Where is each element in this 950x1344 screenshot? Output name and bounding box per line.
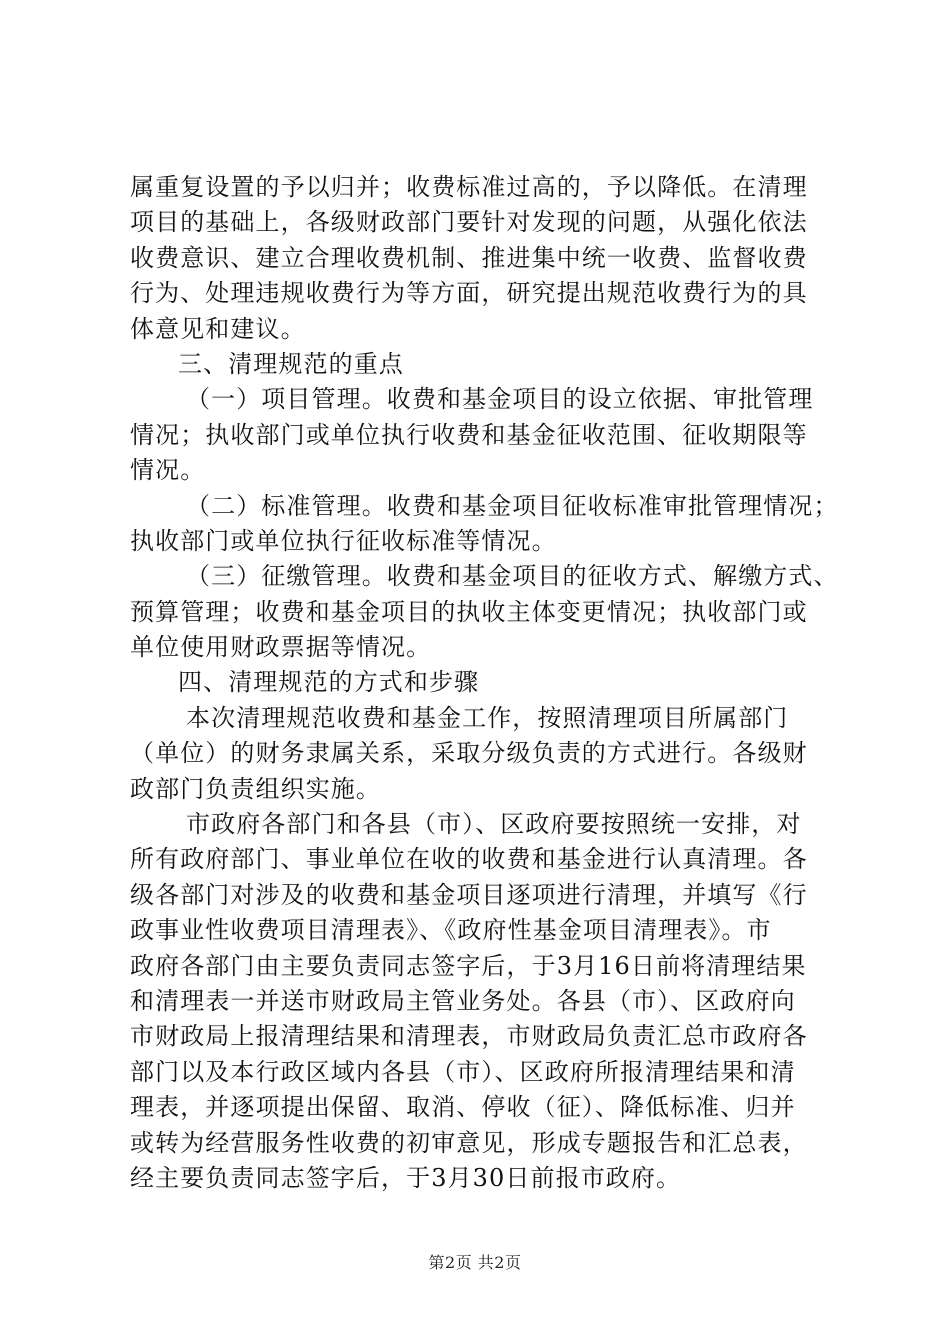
text-line: （一）项目管理。收费和基金项目的设立依据、审批管理 <box>186 385 814 414</box>
section-heading: 三、清理规范的重点 <box>178 349 404 378</box>
text-line: （二）标准管理。收费和基金项目征收标准审批管理情况； <box>186 491 839 520</box>
text-line: 或转为经营服务性收费的初审意见，形成专题报告和汇总表， <box>130 1128 808 1157</box>
text-line: 经主要负责同志签字后，于3月30日前报市政府。 <box>130 1163 682 1192</box>
text-line: 项目的基础上，各级财政部门要针对发现的问题，从强化依法 <box>130 208 808 237</box>
text-line: 政部门负责组织实施。 <box>130 774 381 803</box>
text-line: 政府各部门由主要负责同志签字后，于3月16日前将清理结果 <box>130 951 807 980</box>
document-body <box>130 170 839 1196</box>
text-line: 政事业性收费项目清理表》、《政府性基金项目清理表》。市 <box>130 916 772 945</box>
text-line: 体意见和建议。 <box>130 314 306 343</box>
text-line: 收费意识、建立合理收费机制、推进集中统一收费、监督收费 <box>130 243 808 272</box>
text-line: 部门以及本行政区域内各县（市）、区政府所报清理结果和清 <box>130 1057 796 1086</box>
text-line: 情况；执收部门或单位执行收费和基金征收范围、征收期限等 <box>130 420 808 449</box>
text-line: 市财政局上报清理结果和清理表，市财政局负责汇总市政府各 <box>130 1022 808 1051</box>
text-line: 执收部门或单位执行征收标准等情况。 <box>130 526 557 555</box>
text-line: 市政府各部门和各县（市）、区政府要按照统一安排，对 <box>186 810 802 839</box>
text-line: 行为、处理违规收费行为等方面，研究提出规范收费行为的具 <box>130 279 808 308</box>
text-line: 级各部门对涉及的收费和基金项目逐项进行清理，并填写《行 <box>130 880 808 909</box>
text-line: 属重复设置的予以归并；收费标准过高的，予以降低。在清理 <box>130 173 808 201</box>
page-number-footer: 第2页 共2页 <box>428 1253 522 1272</box>
text-line: （单位）的财务隶属关系，采取分级负责的方式进行。各级财 <box>130 739 808 768</box>
text-line: 本次清理规范收费和基金工作，按照清理项目所属部门 <box>186 703 789 732</box>
text-line: 和清理表一并送市财政局主管业务处。各县（市）、区政府向 <box>130 986 796 1015</box>
text-line: （三）征缴管理。收费和基金项目的征收方式、解缴方式、 <box>186 562 839 591</box>
text-line: 预算管理；收费和基金项目的执收主体变更情况；执收部门或 <box>130 597 808 626</box>
text-line: 单位使用财政票据等情况。 <box>130 633 432 662</box>
text-line: 所有政府部门、事业单位在收的收费和基金进行认真清理。各 <box>130 845 808 874</box>
section-heading: 四、清理规范的方式和步骤 <box>178 668 480 697</box>
text-line: 理表，并逐项提出保留、取消、停收（征）、降低标准、归并 <box>130 1093 796 1122</box>
text-line: 情况。 <box>130 456 206 485</box>
